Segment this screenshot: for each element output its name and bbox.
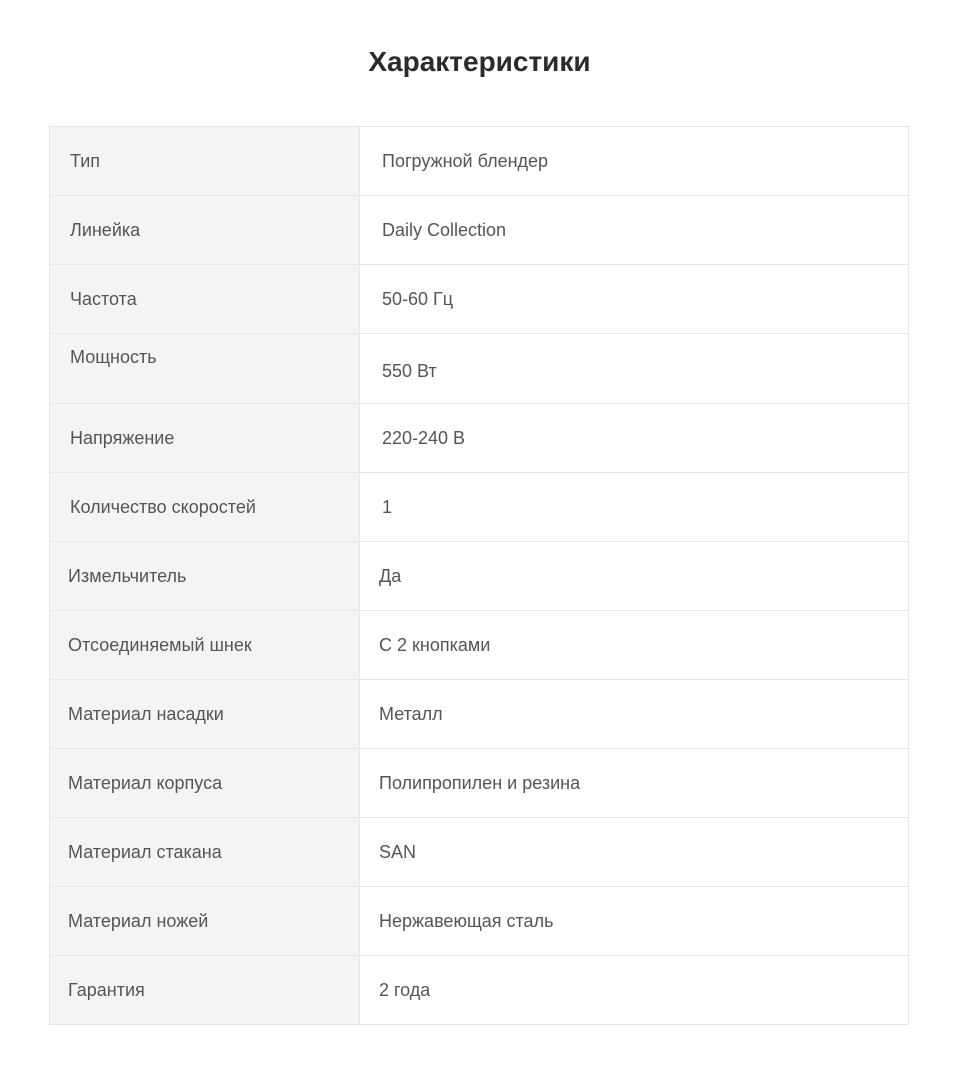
page-title: Характеристики bbox=[368, 46, 591, 77]
table-row bbox=[50, 334, 909, 404]
spec-label: Материал насадки bbox=[50, 680, 360, 749]
table-row bbox=[50, 887, 909, 956]
spec-label: Мощность bbox=[50, 334, 360, 404]
spec-value: 1 bbox=[360, 473, 909, 542]
spec-value: Полипропилен и резина bbox=[360, 749, 909, 818]
spec-label: Линейка bbox=[50, 196, 360, 265]
spec-value: 220-240 В bbox=[360, 404, 909, 473]
spec-label: Тип bbox=[50, 127, 360, 196]
spec-value: Нержавеющая сталь bbox=[360, 887, 909, 956]
spec-value: 50-60 Гц bbox=[360, 265, 909, 334]
table-row bbox=[50, 749, 909, 818]
table-row bbox=[50, 956, 909, 1025]
spec-value: SAN bbox=[360, 818, 909, 887]
table-row bbox=[50, 611, 909, 680]
spec-value: 550 Вт bbox=[360, 334, 909, 404]
spec-label: Материал ножей bbox=[50, 887, 360, 956]
spec-label: Материал стакана bbox=[50, 818, 360, 887]
spec-label: Количество скоростей bbox=[50, 473, 360, 542]
table-row bbox=[50, 473, 909, 542]
spec-label: Материал корпуса bbox=[50, 749, 360, 818]
table-row bbox=[50, 680, 909, 749]
spec-value: Металл bbox=[360, 680, 909, 749]
spec-value: С 2 кнопками bbox=[360, 611, 909, 680]
spec-value: Погружной блендер bbox=[360, 127, 909, 196]
table-row bbox=[50, 265, 909, 334]
table-row bbox=[50, 818, 909, 887]
table-row bbox=[50, 196, 909, 265]
spec-value: Да bbox=[360, 542, 909, 611]
spec-label: Напряжение bbox=[50, 404, 360, 473]
table-row bbox=[50, 542, 909, 611]
spec-value: 2 года bbox=[360, 956, 909, 1025]
spec-label: Гарантия bbox=[50, 956, 360, 1025]
spec-label: Измельчитель bbox=[50, 542, 360, 611]
specifications-table bbox=[49, 126, 909, 1025]
spec-label: Отсоединяемый шнек bbox=[50, 611, 360, 680]
spec-value: Daily Collection bbox=[360, 196, 909, 265]
table-row bbox=[50, 127, 909, 196]
spec-label: Частота bbox=[50, 265, 360, 334]
table-row bbox=[50, 404, 909, 473]
